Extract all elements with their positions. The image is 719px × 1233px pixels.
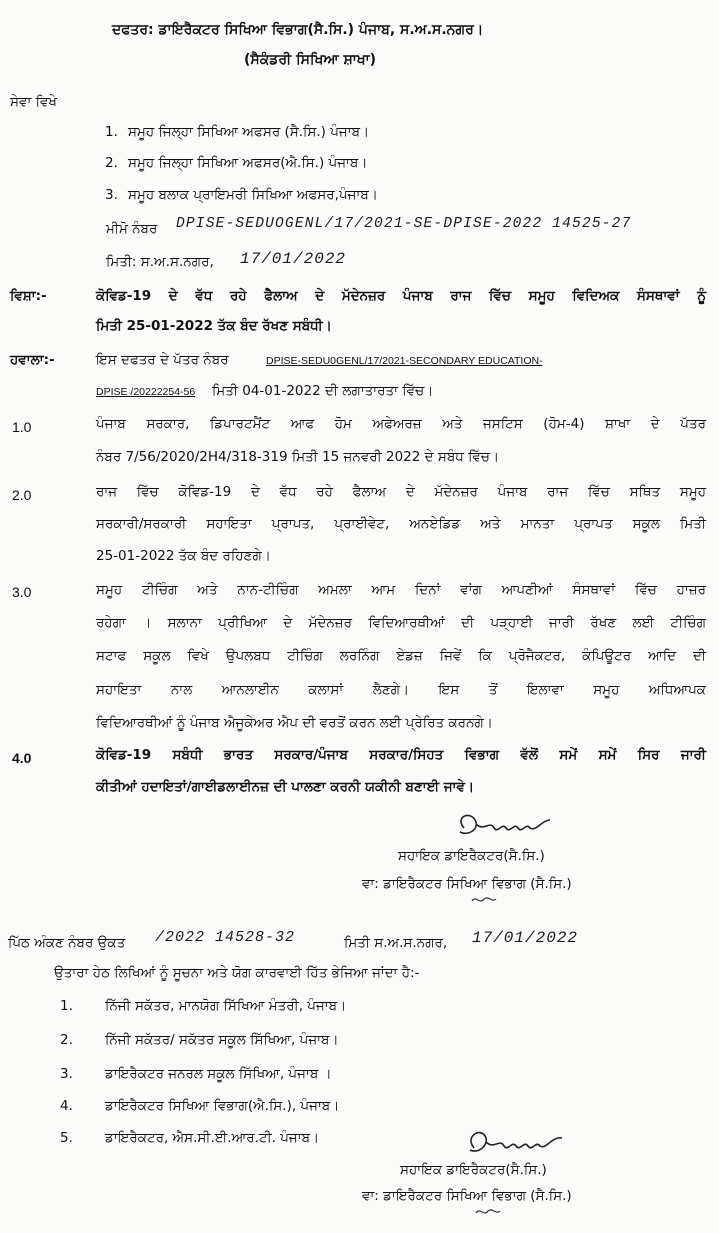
memo-label: ਮੀਮੋ ਨੰਬਰ — [106, 221, 158, 237]
paragraph-1-line-2: ਨੰਬਰ 7/56/2020/2H4/318-319 ਮਿਤੀ 15 ਜਨਵਰੀ 2022 ਦੇ ਸਬੰਧ ਵਿੱਚ। — [96, 449, 500, 465]
endorsement-label: ਪਿੱਠ ਅੰਕਣ ਨੰਬਰ ਉਕਤ — [8, 935, 126, 951]
copy-4: ਡਾਇਰੈਕਟਰ ਸਿਖਿਆ ਵਿਭਾਗ(ਐ.ਸਿ.), ਪੰਜਾਬ। — [105, 1098, 340, 1114]
signature-2-for: ਵਾ: ਡਾਇਰੈਕਟਰ ਸਿਖਿਆ ਵਿਭਾਗ (ਸੈ.ਸਿ.) — [362, 1188, 572, 1204]
signature-2-handwritten — [462, 1124, 572, 1162]
paragraph-4-number: 4.0 — [12, 750, 32, 766]
paragraph-2-line-2: ਸਰਕਾਰੀ/ਸਰਕਾਰੀ ਸਹਾਇਤਾ ਪ੍ਰਾਪਤ, ਪ੍ਰਾਈਵੇਟ, ਅਨਏਡਿਡ ਅਤੇ ਮਾਨਤਾ ਪ੍ਰਾਪਤ ਸਕੂਲ ਮਿਤੀ — [96, 516, 706, 532]
subject-label: ਵਿਸ਼ਾ:- — [10, 288, 47, 304]
copy-1-number: 1. — [60, 998, 73, 1014]
paragraph-3-line-4: ਸਹਾਇਤਾ ਨਾਲ ਆਨਲਾਈਨ ਕਲਾਸਾਂ ਲੈਣਗੇ। ਇਸ ਤੋਂ ਇਲਾਵਾ ਸਮੂਹ ਅਧਿਆਪਕ — [96, 682, 706, 698]
recipient-2: ਸਮੂਹ ਜਿਲ੍ਹਾ ਸਿਖਿਆ ਅਫਸਰ(ਐ.ਸਿ.) ਪੰਜਾਬ। — [128, 155, 368, 171]
signature-1-handwritten — [450, 806, 560, 844]
endorsement-number: /2022 14528-32 — [155, 929, 296, 946]
recipient-2-number: 2. — [105, 155, 118, 171]
copy-1: ਨਿੱਜੀ ਸਕੱਤਰ, ਮਾਨਯੋਗ ਸਿੱਖਿਆ ਮੰਤਰੀ, ਪੰਜਾਬ। — [105, 998, 347, 1014]
subject-line-2: ਮਿਤੀ 25-01-2022 ਤੱਕ ਬੰਦ ਰੱਖਣ ਸਬੰਧੀ। — [96, 318, 332, 334]
paragraph-1-line-1: ਪੰਜਾਬ ਸਰਕਾਰ, ਡਿਪਾਰਟਮੈਂਟ ਆਫ ਹੋਮ ਅਫੇਅਰਜ਼ ਅਤੇ ਜਸਟਿਸ (ਹੋਮ-4) ਸ਼ਾਖਾ ਦੇ ਪੱਤਰ — [96, 416, 706, 432]
endorsement-intro: ਉਤਾਰਾ ਹੇਠ ਲਿਖਿਆਂ ਨੂੰ ਸੂਚਨਾ ਅਤੇ ਯੋਗ ਕਾਰਵਾਈ ਹਿੱਤ ਭੇਜਿਆ ਜਾਂਦਾ ਹੈ:- — [54, 965, 420, 981]
paragraph-2-line-3: 25-01-2022 ਤੱਕ ਬੰਦ ਰਹਿਣਗੇ। — [96, 548, 271, 564]
reference-line-1-prefix: ਇਸ ਦਫਤਰ ਦੇ ਪੱਤਰ ਨੰਬਰ — [96, 352, 229, 368]
paragraph-4-line-2: ਕੀਤੀਆਂ ਹਦਾਇਤਾਂ/ਗਾਈਡਲਾਈਨਜ਼ ਦੀ ਪਾਲਣਾ ਕਰਨੀ ਯਕੀਨੀ ਬਣਾਈ ਜਾਵੇ। — [96, 779, 475, 795]
signature-2-title: ਸਹਾਇਕ ਡਾਇਰੈਕਟਰ(ਸੈ.ਸਿ.) — [400, 1162, 547, 1178]
paragraph-3-line-1: ਸਮੂਹ ਟੀਚਿੰਗ ਅਤੇ ਨਾਨ-ਟੀਚਿੰਗ ਅਮਲਾ ਆਮ ਦਿਨਾਂ ਵਾਂਗ ਆਪਣੀਆਂ ਸੰਸਥਾਵਾਂ ਵਿੱਚ ਹਾਜ਼ਰ — [96, 582, 706, 598]
reference-number-part-2: DPISE /20222254-56 — [96, 386, 196, 398]
paragraph-2-number: 2.0 — [12, 487, 32, 503]
copy-2-number: 2. — [60, 1032, 73, 1048]
memo-date-label: ਮਿਤੀ: ਸ.ਅ.ਸ.ਨਗਰ, — [106, 254, 214, 270]
paragraph-2-line-1: ਰਾਜ ਵਿੱਚ ਕੋਵਿਡ-19 ਦੇ ਵੱਧ ਰਹੇ ਫੈਲਾਅ ਦੇ ਮੱਦੇਨਜ਼ਰ ਪੰਜਾਬ ਰਾਜ ਵਿੱਚ ਸਥਿਤ ਸਮੂਹ — [96, 484, 706, 500]
memo-date: 17/01/2022 — [240, 250, 347, 268]
signature-2-initials — [474, 1205, 502, 1219]
reference-label: ਹਵਾਲਾ:- — [10, 352, 55, 368]
paragraph-1-number: 1.0 — [12, 419, 32, 435]
paragraph-3-line-5: ਵਿਦਿਆਰਥੀਆਂ ਨੂੰ ਪੰਜਾਬ ਐਜੂਕੇਅਰ ਐਪ ਦੀ ਵਰਤੋਂ ਕਰਨ ਲਈ ਪ੍ਰੇਰਿਤ ਕਰਨਗੇ। — [96, 715, 493, 731]
copy-2: ਨਿੱਜੀ ਸਕੱਤਰ/ ਸਕੱਤਰ ਸਕੂਲ ਸਿੱਖਿਆ, ਪੰਜਾਬ। — [105, 1032, 339, 1048]
recipient-3-number: 3. — [105, 187, 118, 203]
copy-4-number: 4. — [60, 1098, 73, 1114]
copy-5: ਡਾਇਰੈਕਟਰ, ਐਸ.ਸੀ.ਈ.ਆਰ.ਟੀ. ਪੰਜਾਬ। — [105, 1130, 320, 1146]
recipient-1-number: 1. — [105, 124, 118, 140]
subject-line-1: ਕੋਵਿਡ-19 ਦੇ ਵੱਧ ਰਹੇ ਫੈਲਾਅ ਦੇ ਮੱਦੇਨਜ਼ਰ ਪੰਜਾਬ ਰਾਜ ਵਿੱਚ ਸਮੂਹ ਵਿਦਿਅਕ ਸੰਸਥਾਵਾਂ ਨੂੰ — [96, 288, 706, 304]
endorsement-date-label: ਮਿਤੀ ਸ.ਅ.ਸ.ਨਗਰ, — [344, 935, 448, 951]
to-label: ਸੇਵਾ ਵਿਖੇ — [10, 94, 57, 110]
paragraph-3-line-3: ਸਟਾਫ ਸਕੂਲ ਵਿਖੇ ਉਪਲਬਧ ਟੀਚਿੰਗ ਲਰਨਿੰਗ ਏਡਜ਼ ਜਿਵੇਂ ਕਿ ਪ੍ਰੋਜੈਕਟਰ, ਕੰਪਿਊਟਰ ਆਦਿ ਦੀ — [96, 648, 706, 664]
copy-3: ਡਾਇਰੈਕਟਰ ਜਨਰਲ ਸਕੂਲ ਸਿੱਖਿਆ, ਪੰਜਾਬ । — [105, 1066, 332, 1082]
signature-1-title: ਸਹਾਇਕ ਡਾਇਰੈਕਟਰ(ਸੈ.ਸਿ.) — [398, 848, 545, 864]
office-heading: ਦਫਤਰ: ਡਾਇਰੈਕਟਰ ਸਿਖਿਆ ਵਿਭਾਗ(ਸੈ.ਸਿ.) ਪੰਜਾਬ, ਸ.ਅ.ਸ.ਨਗਰ। — [112, 22, 484, 38]
copy-3-number: 3. — [60, 1066, 73, 1082]
recipient-1: ਸਮੂਹ ਜਿਲ੍ਹਾ ਸਿਖਿਆ ਅਫਸਰ (ਸੈ.ਸਿ.) ਪੰਜਾਬ। — [128, 124, 370, 140]
branch-heading: (ਸੈਕੰਡਰੀ ਸਿਖਿਆ ਸ਼ਾਖਾ) — [244, 52, 377, 68]
reference-number-part-1: DPISE-SEDU0GENL/17/2021-SECONDARY EDUCATION- — [266, 355, 543, 367]
copy-5-number: 5. — [60, 1130, 73, 1146]
reference-line-2-suffix: ਮਿਤੀ 04-01-2022 ਦੀ ਲਗਾਤਾਰਤਾ ਵਿੱਚ। — [212, 383, 434, 399]
recipient-3: ਸਮੂਹ ਬਲਾਕ ਪ੍ਰਾਇਮਰੀ ਸਿਖਿਆ ਅਫਸਰ,ਪੰਜਾਬ। — [128, 187, 378, 203]
paragraph-4-line-1: ਕੋਵਿਡ-19 ਸਬੰਧੀ ਭਾਰਤ ਸਰਕਾਰ/ਪੰਜਾਬ ਸਰਕਾਰ/ਸਿਹਤ ਵਿਭਾਗ ਵੱਲੋਂ ਸਮੇਂ ਸਮੇਂ ਸਿਰ ਜਾਰੀ — [96, 747, 706, 763]
endorsement-date: 17/01/2022 — [472, 929, 579, 947]
paragraph-3-line-2: ਰਹੇਗਾ । ਸਲਾਨਾ ਪ੍ਰੀਖਿਆ ਦੇ ਮੱਦੇਨਜ਼ਰ ਵਿਦਿਆਰਥੀਆਂ ਦੀ ਪੜ੍ਹਾਈ ਜਾਰੀ ਰੱਖਣ ਲਈ ਟੀਚਿੰਗ — [96, 615, 706, 631]
signature-1-for: ਵਾ: ਡਾਇਰੈਕਟਰ ਸਿਖਿਆ ਵਿਭਾਗ (ਸੈ.ਸਿ.) — [362, 876, 572, 892]
memo-number: DPISE-SEDUOGENL/17/2021-SE-DPISE-2022 14525-27 — [176, 216, 632, 232]
signature-1-initials — [470, 893, 498, 907]
paragraph-3-number: 3.0 — [12, 584, 32, 600]
